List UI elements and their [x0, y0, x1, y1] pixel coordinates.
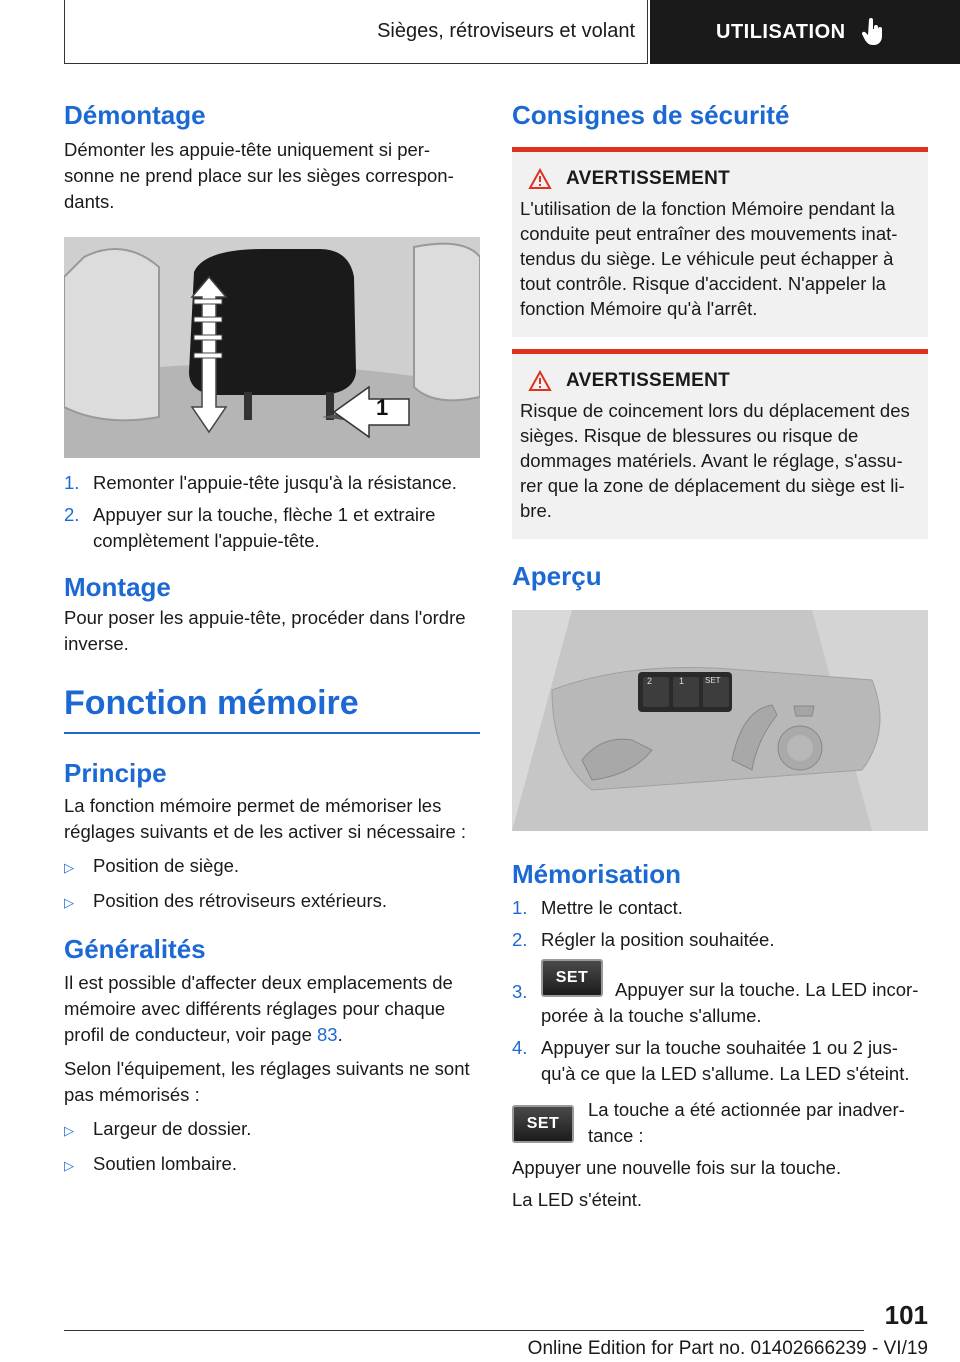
- led-text: La LED s'éteint.: [512, 1188, 643, 1210]
- set-label: SET: [526, 1114, 560, 1132]
- warning-triangle-icon: [528, 370, 552, 392]
- panel-button-2: 2: [647, 676, 653, 687]
- panel-button-set: SET: [705, 676, 721, 686]
- set-note-text: La touche a été actionnée par inadver-tance :: [588, 1098, 905, 1146]
- headrest-image: [64, 237, 480, 458]
- left-column: [64, 100, 480, 1186]
- memorisation-steps: [512, 895, 928, 1087]
- warning-label: AVERTISSEMENT: [566, 370, 731, 392]
- selon-list: [64, 1116, 480, 1179]
- footer-rule: [64, 1330, 864, 1331]
- edition-text: Online Edition for Part no. 01402666239 - VI/19: [527, 1338, 928, 1359]
- warning-header: [520, 370, 920, 392]
- set-button-image: [541, 959, 603, 997]
- generalites-text-a: Il est possible d'affecter deux emplacements de mémoire avec différents réglages pour chaque profil de conducteur, voir page: [64, 971, 453, 1045]
- seat-controls-image: [512, 610, 928, 831]
- headrest-illustration: [64, 237, 480, 458]
- list-item: [64, 853, 480, 881]
- set-button-image: [512, 1105, 574, 1143]
- list-item: [64, 888, 480, 916]
- panel-button-1: 1: [679, 676, 685, 687]
- list-item: [64, 502, 480, 554]
- list-item-text: Position des rétroviseurs extérieurs.: [93, 890, 388, 912]
- step-text: Appuyer sur la touche, flèche 1 et extraire complètement l'appuie-tête.: [93, 504, 436, 552]
- consignes-heading: Consignes de sécurité: [512, 100, 790, 130]
- hand-pointer-icon: [862, 18, 884, 46]
- list-item: [64, 470, 480, 496]
- set-label: SET: [555, 968, 589, 986]
- heading-rule: [64, 732, 480, 734]
- step-text: Remonter l'appuie-tête jusqu'à la résistance.: [93, 472, 457, 494]
- chapter-label: UTILISATION: [716, 20, 846, 43]
- step-content: [541, 959, 928, 1029]
- step-text: Mettre le contact.: [541, 896, 683, 918]
- principe-heading: Principe: [64, 758, 167, 789]
- list-item: [512, 895, 928, 921]
- demontage-heading: Démontage: [64, 100, 206, 130]
- warning-label: AVERTISSEMENT: [566, 168, 731, 190]
- headrest-callout: 1: [376, 395, 389, 421]
- demontage-text: Démonter les appuie-tête uniquement si per-sonne ne prend place sur les sièges correspon-dants.: [64, 139, 454, 213]
- step-number: 4.: [512, 1036, 528, 1058]
- memorisation-heading: Mémorisation: [512, 859, 682, 890]
- chapter-tab: [650, 0, 960, 64]
- list-item: [64, 1116, 480, 1144]
- list-item: [512, 927, 928, 953]
- montage-heading: Montage: [64, 572, 171, 603]
- step-number: 2.: [512, 928, 528, 950]
- appuyer-text: Appuyer une nouvelle fois sur la touche.: [512, 1156, 842, 1178]
- section-title: Sièges, rétroviseurs et volant: [64, 0, 648, 64]
- set-note: [512, 1097, 928, 1149]
- apercu-heading: Aperçu: [512, 561, 602, 592]
- warning-box: [512, 349, 928, 539]
- warning-triangle-icon: [528, 168, 552, 190]
- generalites-heading: Généralités: [64, 934, 206, 965]
- page-link[interactable]: 83: [317, 1023, 338, 1045]
- triangle-bullet-icon: ▷: [64, 860, 74, 876]
- triangle-bullet-icon: ▷: [64, 1122, 74, 1138]
- seat-panel-illustration: [512, 610, 928, 831]
- warning-box: [512, 147, 928, 337]
- list-item-text: Largeur de dossier.: [93, 1117, 252, 1139]
- list-item: [512, 1035, 928, 1087]
- triangle-bullet-icon: ▷: [64, 1157, 74, 1173]
- triangle-bullet-icon: ▷: [64, 895, 74, 911]
- step-text: Appuyer sur la touche. La LED incor-porée à la touche s'allume.: [541, 978, 919, 1026]
- page-header: [0, 0, 960, 66]
- list-item: [512, 959, 928, 1029]
- warning-header: [520, 168, 920, 190]
- principe-text: La fonction mémoire permet de mémoriser les réglages suivants et de les activer si nécessaire :: [64, 795, 467, 843]
- step-number: 1.: [64, 472, 80, 494]
- step-number: 3.: [512, 980, 528, 1002]
- step-text: Appuyer sur la touche souhaitée 1 ou 2 jus-qu'à ce que la LED s'allume. La LED s'éteint.: [541, 1036, 910, 1084]
- step-text: Régler la position souhaitée.: [541, 928, 775, 950]
- demontage-steps: [64, 470, 480, 554]
- principe-list: [64, 853, 480, 916]
- generalites-text: [64, 970, 480, 1048]
- list-item: [64, 1151, 480, 1179]
- montage-text: Pour poser les appuie-tête, procéder dans l'ordre inverse.: [64, 607, 466, 655]
- warning-text: Risque de coincement lors du déplacement des sièges. Risque de blessures ou risque de dommages matériels. Avant le réglage, s'assu-rer que la zone de déplacement du siège est li-bre.: [520, 400, 910, 522]
- warning-text: L'utilisation de la fonction Mémoire pendant la conduite peut entraîner des mouvements inat-tendus du siège. Le véhicule peut échapper à tout contrôle. Risque d'accident. N'appeler la fonction Mémoire qu'à l'arrêt.: [520, 198, 898, 320]
- list-item-text: Soutien lombaire.: [93, 1152, 237, 1174]
- selon-text: Selon l'équipement, les réglages suivants ne sont pas mémorisés :: [64, 1057, 470, 1105]
- page-number: 101: [884, 1300, 928, 1330]
- fonction-memoire-heading: Fonction mémoire: [64, 684, 359, 723]
- step-number: 2.: [64, 504, 80, 526]
- step-number: 1.: [512, 896, 528, 918]
- right-column: [512, 100, 928, 1213]
- generalites-text-b: .: [337, 1023, 343, 1045]
- list-item-text: Position de siège.: [93, 855, 240, 877]
